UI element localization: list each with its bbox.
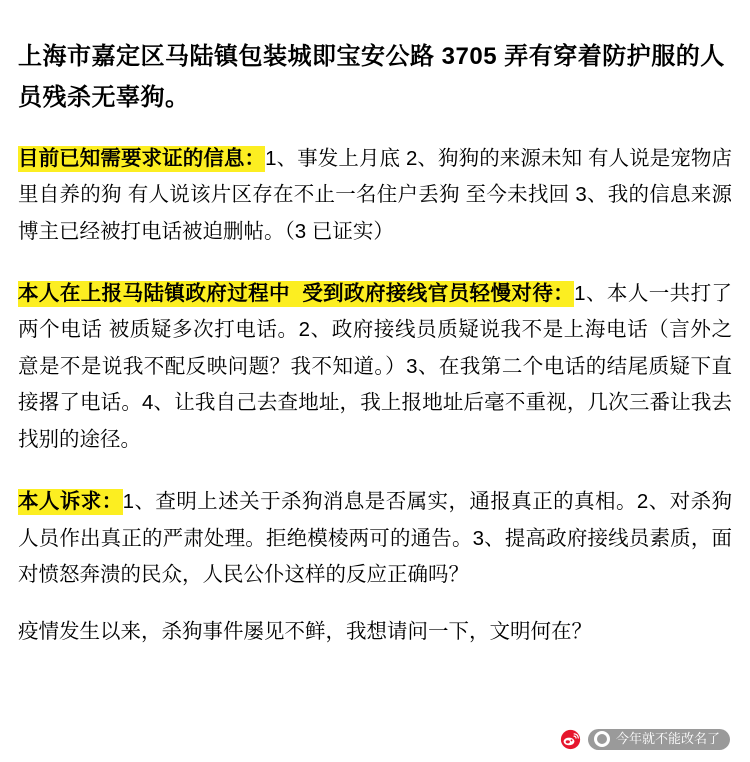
closing-statement: 疫情发生以来，杀狗事件屡见不鲜，我想请问一下，文明何在？: [18, 619, 592, 643]
section-demands: [18, 484, 732, 593]
footer-attribution: [560, 729, 730, 750]
section-demands-body: 1、查明上述关于杀狗消息是否属实，通报真正的真相。2、对杀狗人员作出真正的严肃处理。拒绝模棱两可的通告。3、提高政府接线员素质，面对愤怒奔溃的民众，人民公仆这样的反应正确吗？: [18, 490, 733, 587]
section-known-info-body: 1、事发上月底 2、狗狗的来源未知 有人说是宠物店里自养的狗 有人说该片区存在不止一名住户丢狗 至今未找回 3、我的信息来源博主已经被打电话被迫删帖。（3 已证实）: [18, 146, 732, 243]
section-government-response-body: 1、本人一共打了两个电话 被质疑多次打电话。2、政府接线员质疑说我不是上海电话（言外之意是不是说我不配反映问题？我不知道。）3、在我第二个电话的结尾质疑下直接撂了电话。4、让我自己去查地址，我上报地址后毫不重视，几次三番让我去找别的途径。: [18, 281, 733, 451]
section-known-info: [18, 141, 732, 250]
user-chip[interactable]: [588, 729, 730, 750]
section-spacer-1: [18, 258, 732, 276]
page-title: 上海市嘉定区马陆镇包装城即宝安公路 3705 弄有穿着防护服的人员残杀无辜狗。: [18, 43, 725, 112]
section-known-info-highlight: 目前已知需要求证的信息：: [18, 146, 266, 170]
title-spacer: [18, 129, 732, 141]
section-spacer-2: [18, 466, 732, 484]
username-label: 今年就不能改名了: [615, 731, 720, 747]
weibo-icon: [560, 729, 581, 750]
avatar: [594, 731, 610, 747]
section-spacer-3: [18, 602, 732, 614]
section-government-response-highlight-a: 本人在上报马陆镇政府过程中: [18, 281, 290, 305]
section-government-response-gap: [290, 281, 302, 307]
section-government-response: [18, 276, 732, 458]
section-demands-highlight: 本人诉求：: [18, 490, 123, 514]
section-government-response-highlight-b: 受到政府接线官员轻慢对待：: [302, 281, 575, 305]
